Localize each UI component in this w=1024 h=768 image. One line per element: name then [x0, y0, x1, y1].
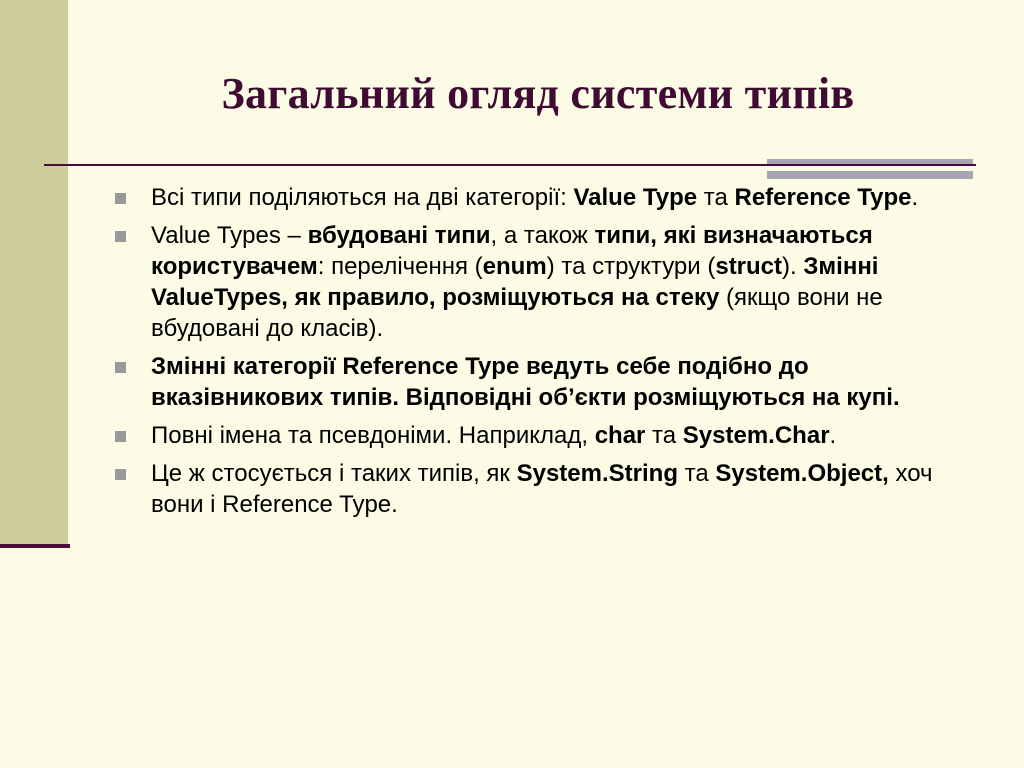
- slide-title: Загальний огляд системи типів: [221, 69, 855, 118]
- bullet-text-bold: enum: [482, 253, 547, 280]
- square-bullet-icon: [115, 231, 126, 242]
- bullet-text-bold: Змінні категорії Reference Type ведуть себе подібно до вказівникових типів. Відповідні об’єкти розміщуються на купі.: [151, 353, 900, 411]
- bullet-text: Value Types –: [151, 222, 308, 249]
- bullet-text-bold: System.String: [516, 460, 678, 487]
- bullet-text-bold: типи, які визначаються користувачем: [151, 222, 873, 280]
- bullet-text: .: [829, 422, 837, 449]
- bullet-item: [112, 351, 951, 413]
- square-bullet-icon: [115, 469, 126, 480]
- bullet-text: та: [697, 184, 735, 211]
- bullet-text-bold: Value Type: [573, 184, 698, 211]
- bullet-text-bold: вбудовані типи: [307, 222, 491, 249]
- bullet-item: [112, 458, 951, 520]
- bullet-text: ).: [782, 253, 804, 280]
- bullet-text: Повні імена та псевдоніми. Наприклад,: [151, 422, 595, 449]
- square-bullet-icon: [115, 362, 126, 373]
- bullet-text: хоч вони і Reference Type.: [151, 460, 933, 518]
- bullet-text: Це ж стосується і таких типів, як: [151, 460, 517, 487]
- bullet-list: [112, 182, 972, 527]
- bullet-item: [112, 420, 951, 451]
- sidebar-underline: [0, 544, 70, 548]
- bullet-text: ) та структури (: [546, 253, 716, 280]
- title-divider: [44, 164, 976, 166]
- bullet-text-bold: System.Object,: [715, 460, 889, 487]
- square-bullet-icon: [115, 431, 126, 442]
- bullet-text: Всі типи поділяються на дві категорії:: [151, 184, 574, 211]
- bullet-item: [112, 220, 951, 344]
- bullet-text: та: [677, 460, 716, 487]
- bullet-text-bold: Змінні ValueTypes, як правило, розміщуються на стеку: [151, 253, 879, 311]
- square-bullet-icon: [115, 193, 126, 204]
- bullet-item: [112, 182, 951, 213]
- bullet-text-bold: Reference Type: [734, 184, 912, 211]
- bullet-text-bold: char: [594, 422, 646, 449]
- bullet-text: , а також: [490, 222, 595, 249]
- bullet-text: : перелічення (: [317, 253, 483, 280]
- title-accent-bar-bottom: [767, 171, 973, 179]
- bullet-text-bold: System.Char: [682, 422, 830, 449]
- bullet-text-bold: struct: [715, 253, 783, 280]
- sidebar-decoration: [0, 0, 68, 545]
- bullet-text: .: [911, 184, 919, 211]
- bullet-text: (якщо вони не вбудовані до класів).: [151, 284, 883, 342]
- bullet-text: та: [645, 422, 683, 449]
